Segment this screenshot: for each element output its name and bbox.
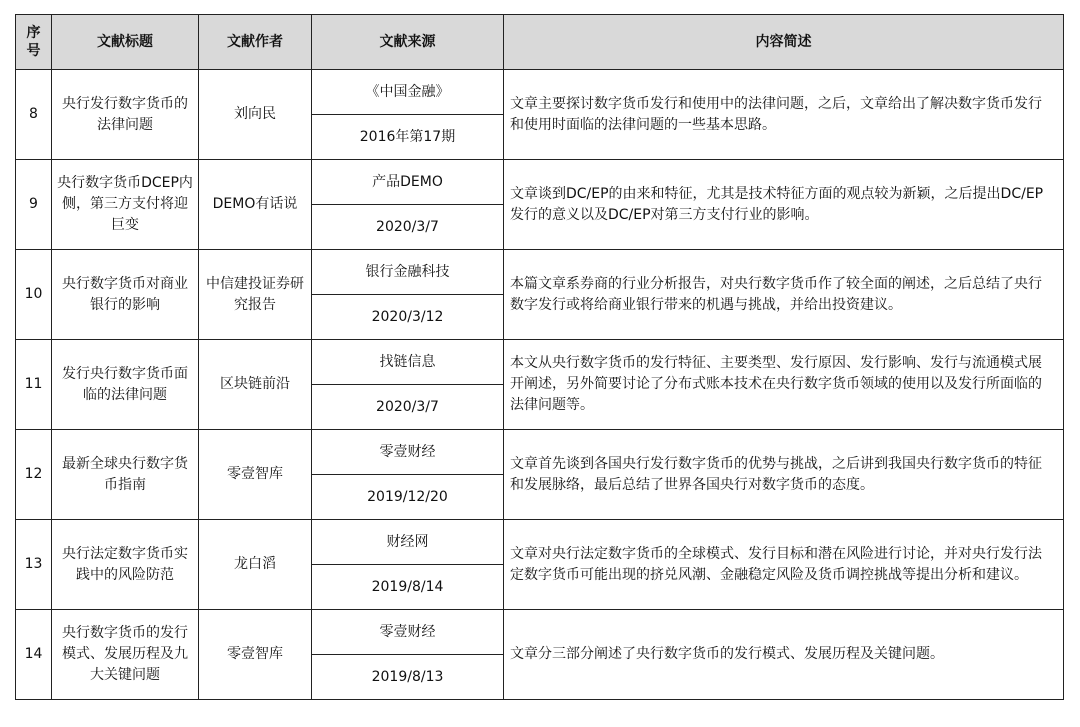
row-date: 2020/3/7 bbox=[312, 385, 504, 430]
row-title: 央行发行数字货币的法律问题 bbox=[52, 70, 199, 160]
row-author: 中信建投证券研究报告 bbox=[199, 250, 312, 340]
row-date: 2019/12/20 bbox=[312, 475, 504, 520]
row-index: 14 bbox=[16, 610, 52, 700]
row-author: 零壹智库 bbox=[199, 610, 312, 700]
row-index: 9 bbox=[16, 160, 52, 250]
row-source: 零壹财经 bbox=[312, 610, 504, 655]
header-source: 文献来源 bbox=[312, 15, 504, 70]
row-date: 2020/3/7 bbox=[312, 205, 504, 250]
row-index: 13 bbox=[16, 520, 52, 610]
row-author: 零壹智库 bbox=[199, 430, 312, 520]
table-row bbox=[16, 520, 1064, 565]
row-summary: 文章首先谈到各国央行发行数字货币的优势与挑战，之后讲到我国央行数字货币的特征和发展脉络，最后总结了世界各国央行对数字货币的态度。 bbox=[504, 430, 1064, 520]
header-title: 文献标题 bbox=[52, 15, 199, 70]
row-date: 2016年第17期 bbox=[312, 115, 504, 160]
table-row bbox=[16, 160, 1064, 205]
row-source: 零壹财经 bbox=[312, 430, 504, 475]
row-title: 央行数字货币对商业银行的影响 bbox=[52, 250, 199, 340]
literature-table-container bbox=[15, 14, 1063, 700]
row-date: 2019/8/13 bbox=[312, 655, 504, 700]
row-title: 央行法定数字货币实践中的风险防范 bbox=[52, 520, 199, 610]
row-title: 央行数字货币DCEP内侧，第三方支付将迎巨变 bbox=[52, 160, 199, 250]
row-source: 《中国金融》 bbox=[312, 70, 504, 115]
header-author: 文献作者 bbox=[199, 15, 312, 70]
table-row bbox=[16, 610, 1064, 655]
row-date: 2019/8/14 bbox=[312, 565, 504, 610]
row-source: 银行金融科技 bbox=[312, 250, 504, 295]
header-summary: 内容简述 bbox=[504, 15, 1064, 70]
row-title: 发行央行数字货币面临的法律问题 bbox=[52, 340, 199, 430]
row-index: 12 bbox=[16, 430, 52, 520]
row-source: 产品DEMO bbox=[312, 160, 504, 205]
row-summary: 文章分三部分阐述了央行数字货币的发行模式、发展历程及关键问题。 bbox=[504, 610, 1064, 700]
header-index: 序号 bbox=[16, 15, 52, 70]
table-body bbox=[16, 70, 1064, 700]
row-author: 龙白滔 bbox=[199, 520, 312, 610]
row-index: 8 bbox=[16, 70, 52, 160]
row-summary: 文章主要探讨数字货币发行和使用中的法律问题，之后，文章给出了解决数字货币发行和使用时面临的法律问题的一些基本思路。 bbox=[504, 70, 1064, 160]
row-summary: 文章对央行法定数字货币的全球模式、发行目标和潜在风险进行讨论，并对央行发行法定数字货币可能出现的挤兑风潮、金融稳定风险及货币调控挑战等提出分析和建议。 bbox=[504, 520, 1064, 610]
row-index: 10 bbox=[16, 250, 52, 340]
table-row bbox=[16, 340, 1064, 385]
literature-table bbox=[15, 14, 1064, 700]
row-title: 央行数字货币的发行模式、发展历程及九大关键问题 bbox=[52, 610, 199, 700]
header-row bbox=[16, 15, 1064, 70]
row-author: DEMO有话说 bbox=[199, 160, 312, 250]
row-summary: 文章谈到DC/EP的由来和特征，尤其是技术特征方面的观点较为新颖，之后提出DC/EP发行的意义以及DC/EP对第三方支付行业的影响。 bbox=[504, 160, 1064, 250]
table-row bbox=[16, 430, 1064, 475]
row-summary: 本文从央行数字货币的发行特征、主要类型、发行原因、发行影响、发行与流通模式展开阐述，另外简要讨论了分布式账本技术在央行数字货币领域的使用以及发行所面临的法律问题等。 bbox=[504, 340, 1064, 430]
table-row bbox=[16, 250, 1064, 295]
row-date: 2020/3/12 bbox=[312, 295, 504, 340]
row-summary: 本篇文章系券商的行业分析报告，对央行数字货币作了较全面的阐述，之后总结了央行数字发行或将给商业银行带来的机遇与挑战，并给出投资建议。 bbox=[504, 250, 1064, 340]
row-index: 11 bbox=[16, 340, 52, 430]
row-author: 刘向民 bbox=[199, 70, 312, 160]
row-source: 找链信息 bbox=[312, 340, 504, 385]
row-author: 区块链前沿 bbox=[199, 340, 312, 430]
table-row bbox=[16, 70, 1064, 115]
row-title: 最新全球央行数字货币指南 bbox=[52, 430, 199, 520]
row-source: 财经网 bbox=[312, 520, 504, 565]
